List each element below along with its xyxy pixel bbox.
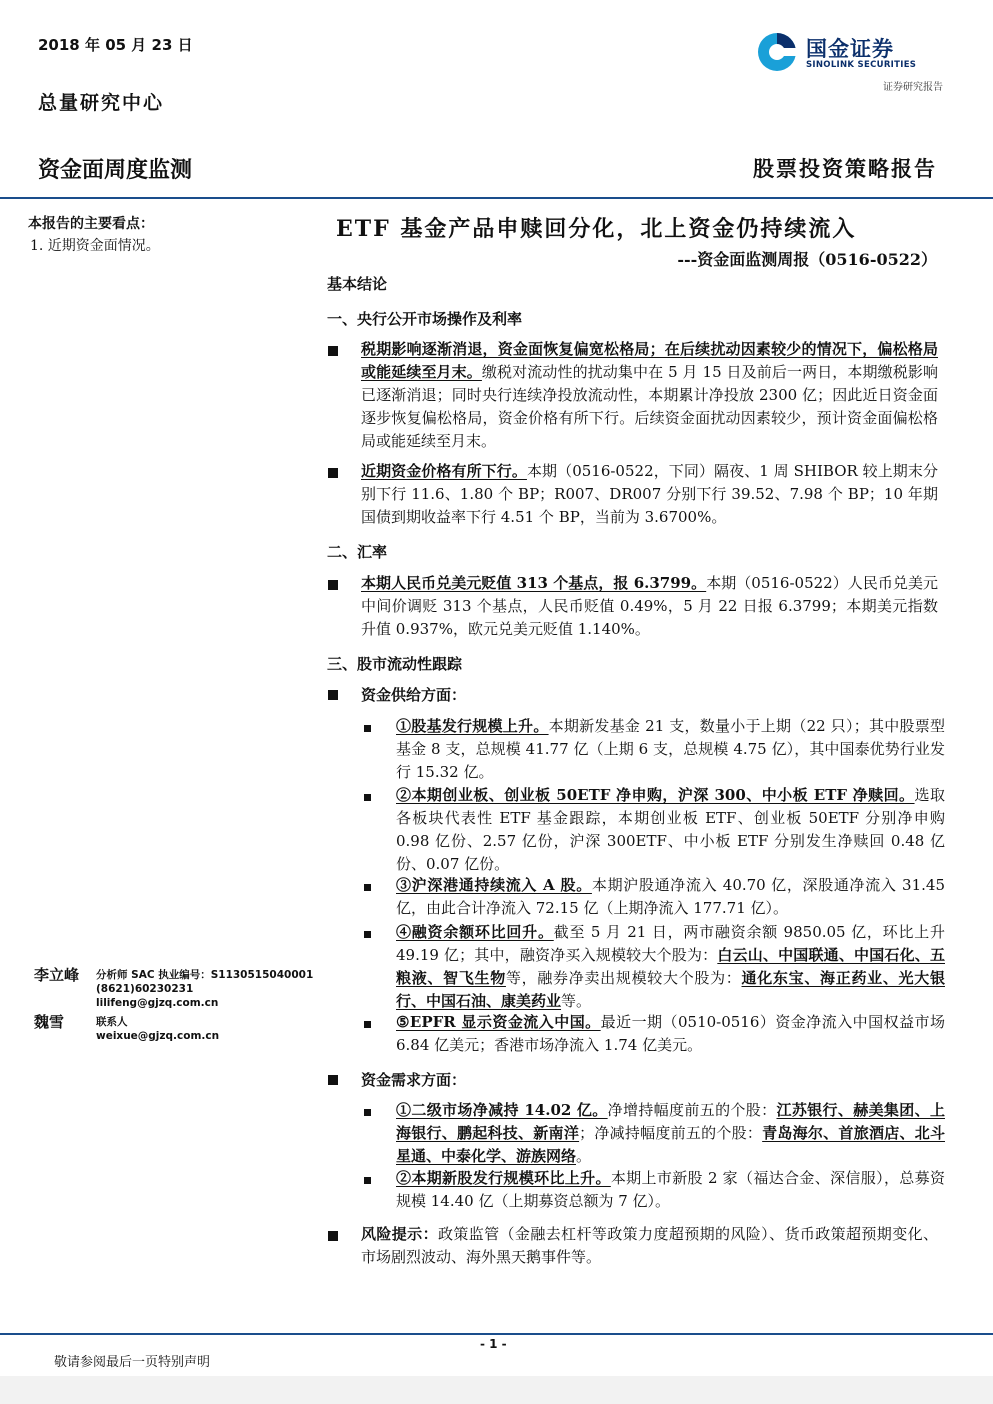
paragraph: ②本期新股发行规模环比上升。本期上市新股 2 家（福达合金、深信服），总募资规模 14.40 亿（上期募资总额为 7 亿）。 xyxy=(396,1169,945,1210)
bullet-icon xyxy=(364,884,371,891)
risk-paragraph: 风险提示：政策监管（金融去杠杆等政策力度超预期的风险）、货币政策超预期变化、市场剧烈波动、海外黑天鹅事件等。 xyxy=(361,1225,938,1266)
author-email[interactable]: weixue@gjzq.com.cn xyxy=(96,1030,220,1042)
author-info xyxy=(96,1015,219,1043)
sidebar-heading: 本报告的主要看点： xyxy=(28,216,154,232)
author-name: 魏雪 xyxy=(34,1013,65,1031)
section-heading: 二、汇率 xyxy=(327,543,388,561)
author-role: 联系人 xyxy=(96,1016,128,1028)
company-logo xyxy=(756,31,946,77)
author-email[interactable]: lilifeng@gjzq.com.cn xyxy=(96,997,219,1009)
paragraph: ⑤EPFR 显示资金流入中国。最近一期（0510-0516）资金净流入中国权益市场 6.84 亿美元；香港市场净流入 1.74 亿美元。 xyxy=(396,1013,945,1054)
header-divider xyxy=(0,197,993,199)
page-number: - 1 - xyxy=(480,1337,507,1351)
bullet-icon xyxy=(364,1021,371,1028)
bullet-icon xyxy=(364,794,371,801)
subsection-heading: 资金需求方面： xyxy=(361,1071,467,1089)
paragraph: 税期影响逐渐消退，资金面恢复偏宽松格局；在后续扰动因素较少的情况下，偏松格局或能延续至月末。缴税对流动性的扰动集中在 5 月 15 日及前后一两日，本期缴税影响已逐渐消退；同时央行连续净投放流动性，本期累计净投放 2300 亿；因此近日资金面逐步恢复偏松格局，资金价格有所下行。后续资金面扰动因素较少，预计资金面偏松格局或能延续至月末。 xyxy=(361,340,938,450)
logo-text-cn: 国金证券 xyxy=(806,37,894,61)
paragraph: ①股基发行规模上升。本期新发基金 21 支，数量小于上期（22 只）；其中股票型基金 8 支，总规模 41.77 亿（上期 6 支，总规模 4.75 亿），其中国泰优势行业发行 15.32 亿。 xyxy=(396,717,945,781)
author-sac-id: 分析师 SAC 执业编号：S1130515040001 xyxy=(96,969,314,981)
paragraph: ④融资余额环比回升。截至 5 月 21 日，两市融资余额 9850.05 亿，环比上升 49.19 亿；其中，融资净买入规模较大个股为：白云山、中国联通、中国石化、五粮液、智飞生物等，融券净卖出规模较大个股为：通化东宝、海正药业、光大银行、中国石油、康美药业等。 xyxy=(396,923,945,1010)
bullet-icon xyxy=(328,468,338,478)
bullet-icon xyxy=(328,1231,338,1241)
footer-divider xyxy=(0,1333,993,1335)
main-title: ETF 基金产品申赎回分化，北上资金仍持续流入 xyxy=(336,216,857,242)
logo-subtitle: 证券研究报告 xyxy=(883,82,943,93)
paragraph: 本期人民币兑美元贬值 313 个基点，报 6.3799。本期（0516-0522）人民币兑美元中间价调贬 313 个基点，人民币贬值 0.49%，5 月 22 日报 6.3799；本期美元指数升值 0.937%，欧元兑美元贬值 1.140%。 xyxy=(361,574,939,638)
paragraph: ①二级市场净减持 14.02 亿。净增持幅度前五的个股：江苏银行、赫美集团、上海银行、鹏起科技、新南洋；净减持幅度前五的个股：青岛海尔、首旅酒店、北斗星通、中泰化学、游族网络。 xyxy=(396,1101,945,1165)
author-info xyxy=(96,968,313,1010)
section-heading: 三、股市流动性跟踪 xyxy=(327,655,463,673)
report-date: 2018 年 05 月 23 日 xyxy=(38,36,193,54)
section-heading: 基本结论 xyxy=(327,275,388,293)
subsection-heading: 资金供给方面： xyxy=(361,686,467,704)
report-title: 资金面周度监测 xyxy=(38,158,193,183)
bullet-icon xyxy=(328,1075,338,1085)
paragraph: ②本期创业板、创业板 50ETF 净申购，沪深 300、中小板 ETF 净赎回。选取各板块代表性 ETF 基金跟踪，本期创业板 ETF、创业板 50ETF 分别净申购 0.98 亿份、2.57 亿份，沪深 300ETF、中小板 ETF 分别发生净赎回 0.48 亿份、0.07 亿份。 xyxy=(396,786,945,873)
sub-title: ---资金面监测周报（0516-0522） xyxy=(677,250,937,269)
bullet-icon xyxy=(328,690,338,700)
logo-mark-icon xyxy=(756,31,798,73)
department-name: 总量研究中心 xyxy=(38,92,165,114)
paragraph: ③沪深港通持续流入 A 股。本期沪股通净流入 40.70 亿，深股通净流入 31.45 亿，由此合计净流入 72.15 亿（上期净流入 177.71 亿）。 xyxy=(396,876,945,917)
sidebar-item: 1. 近期资金面情况。 xyxy=(30,238,160,254)
section-heading: 一、央行公开市场操作及利率 xyxy=(327,310,523,328)
footer-bar xyxy=(0,1376,993,1404)
footer-note: 敬请参阅最后一页特别声明 xyxy=(54,1355,211,1370)
bullet-icon xyxy=(364,1109,371,1116)
logo-text-en: SINOLINK SECURITIES xyxy=(806,60,917,70)
bullet-icon xyxy=(328,346,338,356)
bullet-icon xyxy=(364,725,371,732)
bullet-icon xyxy=(364,1177,371,1184)
bullet-icon xyxy=(364,931,371,938)
author-name: 李立峰 xyxy=(34,966,80,984)
report-type: 股票投资策略报告 xyxy=(753,156,937,181)
bullet-icon xyxy=(328,580,338,590)
paragraph: 近期资金价格有所下行。本期（0516-0522，下同）隔夜、1 周 SHIBOR 较上期末分别下行 11.6、1.80 个 BP；R007、DR007 分别下行 39.52、7.98 个 BP；10 年期国债到期收益率下行 4.51 个 BP，当前为 3.6700%。 xyxy=(361,462,938,526)
author-phone: (8621)60230231 xyxy=(96,983,194,995)
